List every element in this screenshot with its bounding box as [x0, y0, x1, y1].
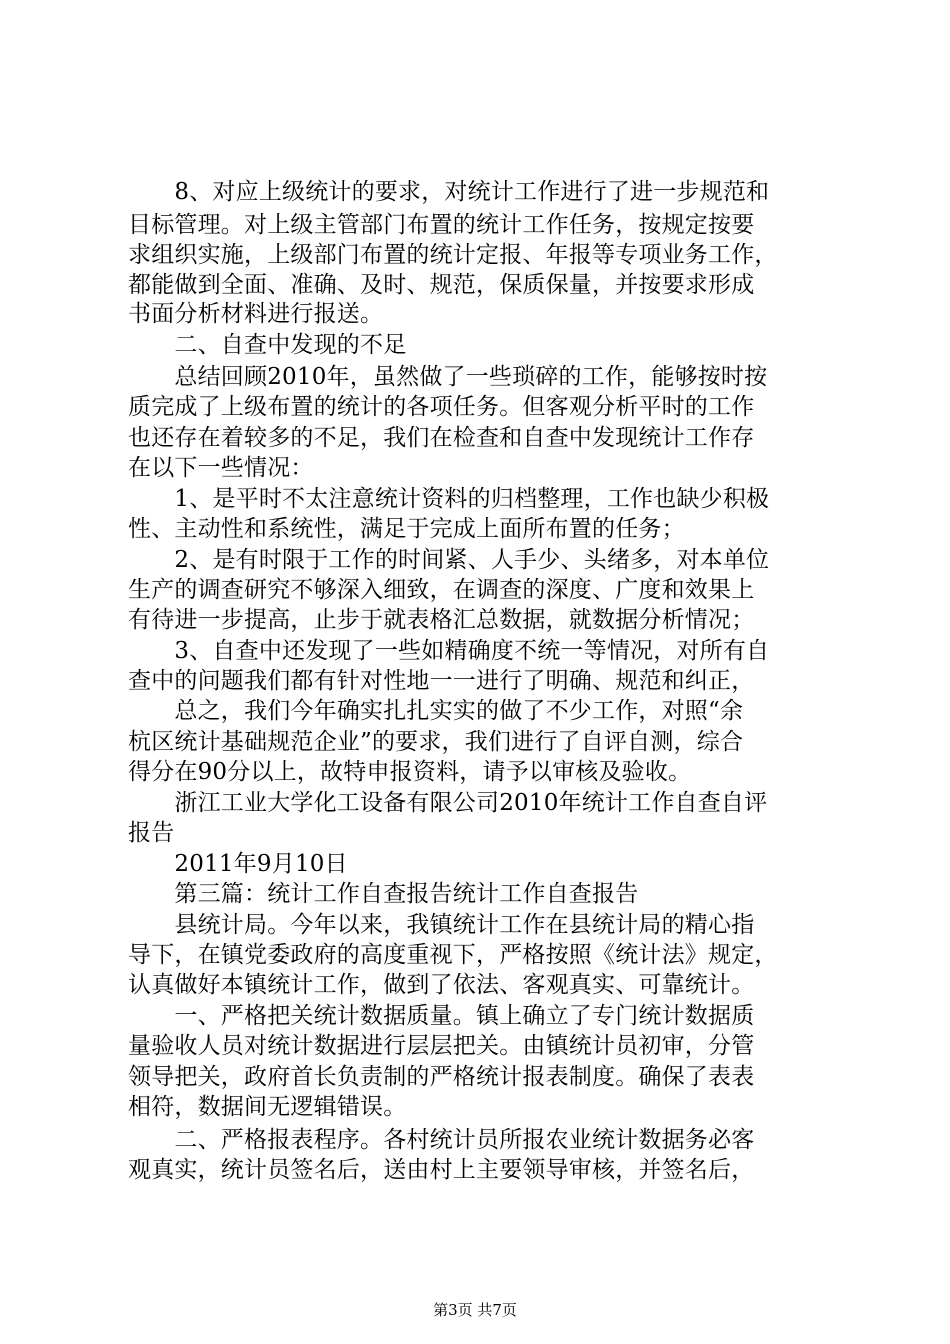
text-line: 3、自查中还发现了一些如精确度不统一等情况，对所有自 — [128, 638, 770, 664]
text-line: 质完成了上级布置的统计的各项任务。但客观分析平时的工作 — [128, 394, 755, 420]
page-footer: 第3页 共7页 — [433, 1301, 517, 1319]
text-line: 目标管理。对上级主管部门布置的统计工作任务，按规定按要 — [128, 212, 755, 238]
text-line: 杭区统计基础规范企业”的要求，我们进行了自评自测，综合 — [128, 729, 744, 755]
text-line: 导下，在镇党委政府的高度重视下，严格按照《统计法》规定， — [128, 942, 778, 968]
text-line: 2、是有时限于工作的时间紧、人手少、头绪多，对本单位 — [128, 547, 770, 573]
text-line: 领导把关，政府首长负责制的严格统计报表制度。确保了表表 — [128, 1064, 755, 1090]
date-line: 2011年9月10日 — [128, 851, 348, 877]
text-line: 报告 — [128, 820, 175, 846]
text-line: 8、对应上级统计的要求，对统计工作进行了进一步规范和 — [128, 179, 770, 205]
text-line: 总结回顾2010年，虽然做了一些琐碎的工作，能够按时按 — [128, 364, 768, 390]
text-line: 县统计局。今年以来，我镇统计工作在县统计局的精心指 — [128, 912, 755, 938]
text-line: 浙江工业大学化工设备有限公司2010年统计工作自查自评 — [128, 790, 768, 816]
text-line: 观真实，统计员签名后，送由村上主要领导审核，并签名后， — [128, 1157, 755, 1183]
text-line: 相符，数据间无逻辑错误。 — [128, 1094, 407, 1120]
text-line: 认真做好本镇统计工作，做到了依法、客观真实、可靠统计。 — [128, 972, 755, 998]
text-line: 在以下一些情况： — [128, 455, 314, 481]
section-heading: 二、自查中发现的不足 — [128, 332, 407, 358]
text-line: 查中的问题我们都有针对性地一一进行了明确、规范和纠正， — [128, 668, 755, 694]
text-line: 也还存在着较多的不足，我们在检查和自查中发现统计工作存 — [128, 425, 755, 451]
text-line: 1、是平时不太注意统计资料的归档整理，工作也缺少积极 — [128, 486, 770, 512]
section-heading: 第三篇：统计工作自查报告统计工作自查报告 — [128, 881, 639, 907]
text-line: 有待进一步提高，止步于就表格汇总数据，就数据分析情况； — [128, 607, 755, 633]
text-line: 书面分析材料进行报送。 — [128, 301, 384, 327]
text-line: 二、严格报表程序。各村统计员所报农业统计数据务必客 — [128, 1127, 755, 1153]
text-line: 得分在90分以上，故特申报资料，请予以审核及验收。 — [128, 759, 692, 785]
text-line: 量验收人员对统计数据进行层层把关。由镇统计员初审，分管 — [128, 1033, 755, 1059]
text-line: 都能做到全面、准确、及时、规范，保质保量，并按要求形成 — [128, 272, 755, 298]
text-line: 求组织实施，上级部门布置的统计定报、年报等专项业务工作， — [128, 242, 778, 268]
text-line: 生产的调查研究不够深入细致，在调查的深度、广度和效果上 — [128, 577, 755, 603]
text-line: 总之，我们今年确实扎扎实实的做了不少工作，对照“余 — [128, 698, 744, 724]
text-line: 一、严格把关统计数据质量。镇上确立了专门统计数据质 — [128, 1003, 755, 1029]
text-line: 性、主动性和系统性，满足于完成上面所布置的任务； — [128, 516, 685, 542]
